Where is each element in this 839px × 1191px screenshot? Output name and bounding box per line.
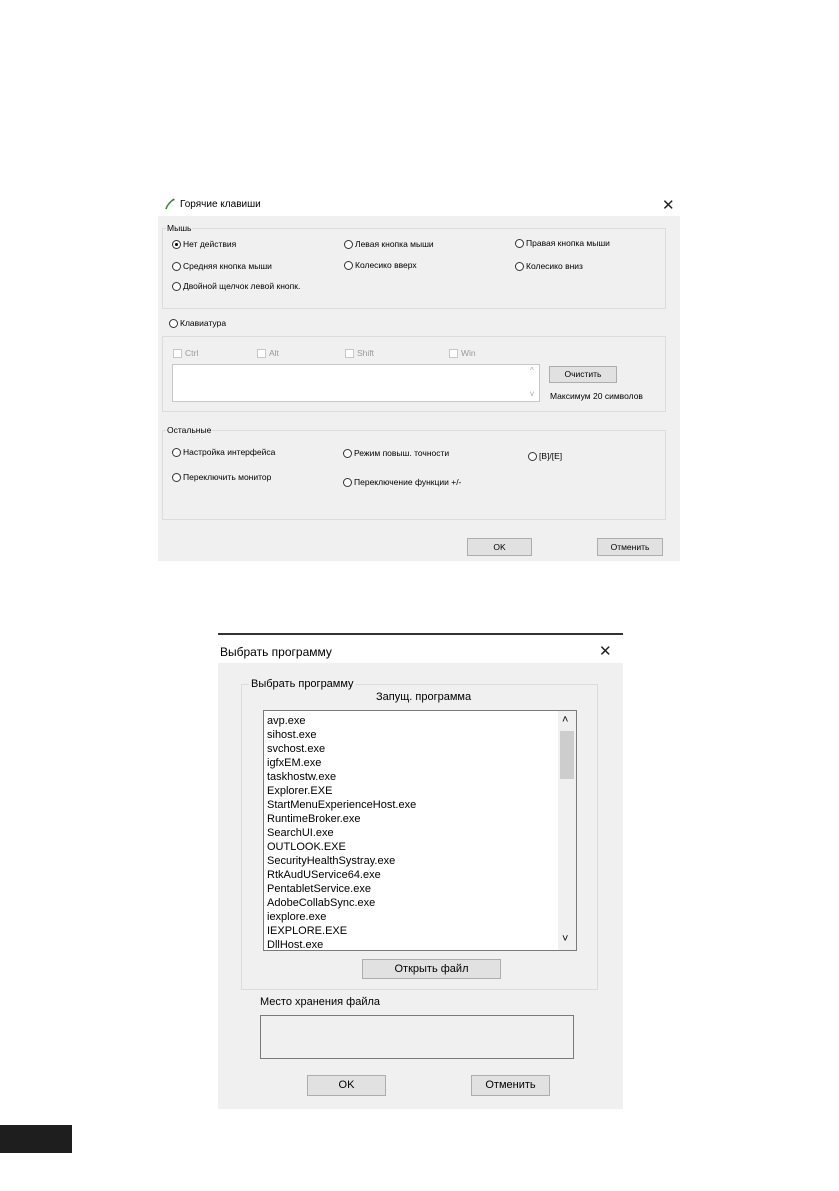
mouse-group-label: Мышь (167, 223, 192, 233)
max-chars-note: Максимум 20 символов (550, 391, 643, 401)
process-list-item[interactable]: SearchUI.exe (267, 827, 334, 839)
radio-circle[interactable] (343, 449, 352, 458)
radio-wheel-down[interactable]: Колесико вниз (515, 261, 583, 272)
radio-circle[interactable] (172, 448, 181, 457)
process-list-item[interactable]: DllHost.exe (267, 939, 324, 951)
close-icon[interactable]: ✕ (662, 197, 675, 214)
checkbox-alt[interactable]: Alt (257, 348, 279, 359)
running-programs-header: Запущ. программа (376, 691, 472, 703)
process-list-item[interactable]: Explorer.EXE (267, 785, 333, 797)
hotkeys-titlebar (158, 194, 680, 216)
process-list-item[interactable]: RtkAudUService64.exe (267, 869, 381, 881)
checkbox-ctrl[interactable]: Ctrl (173, 348, 198, 359)
close-icon[interactable]: ✕ (599, 643, 612, 660)
hotkeys-dialog-title: Горячие клавиши (180, 199, 261, 210)
process-list-item[interactable]: svchost.exe (267, 743, 326, 755)
page-number-block (0, 1125, 72, 1153)
select-program-dialog-title: Выбрать программу (220, 645, 332, 659)
chevron-down-icon[interactable]: ˅ (562, 933, 569, 945)
process-list-item[interactable]: RuntimeBroker.exe (267, 813, 361, 825)
process-list-item[interactable]: OUTLOOK.EXE (267, 841, 346, 853)
radio-no-action[interactable]: Нет действия (172, 239, 236, 250)
radio-toggle-plus-minus[interactable]: Переключение функции +/- (343, 477, 461, 488)
select-program-dialog (218, 633, 623, 1109)
cancel-button[interactable]: Отменить (471, 1075, 550, 1096)
process-list-item[interactable]: sihost.exe (267, 729, 317, 741)
radio-right-button[interactable]: Правая кнопка мыши (515, 238, 610, 249)
radio-circle[interactable] (515, 239, 524, 248)
radio-wheel-up[interactable]: Колесико вверх (344, 260, 417, 271)
ok-button[interactable]: OK (467, 538, 532, 556)
ok-button[interactable]: OK (307, 1075, 386, 1096)
open-file-button[interactable]: Открыть файл (362, 959, 501, 979)
process-list-item[interactable]: StartMenuExperienceHost.exe (267, 799, 417, 811)
process-list-item[interactable]: avp.exe (267, 715, 306, 727)
radio-circle[interactable] (344, 240, 353, 249)
chevron-down-icon[interactable]: v (530, 389, 534, 398)
process-list-item[interactable]: taskhostw.exe (267, 771, 337, 783)
file-location-field[interactable] (260, 1015, 574, 1059)
cancel-button[interactable]: Отменить (597, 538, 663, 556)
process-list-item[interactable]: igfxEM.exe (267, 757, 322, 769)
radio-interface-settings[interactable]: Настройка интерфейса (172, 447, 275, 458)
clear-button[interactable]: Очистить (549, 366, 617, 383)
radio-circle[interactable] (528, 452, 537, 461)
radio-precision-mode[interactable]: Режим повыш. точности (343, 448, 449, 459)
process-list[interactable] (263, 710, 577, 951)
radio-circle[interactable] (172, 262, 181, 271)
process-list-item[interactable]: PentabletService.exe (267, 883, 371, 895)
radio-left-button[interactable]: Левая кнопка мыши (344, 239, 434, 250)
pen-app-icon (164, 198, 176, 210)
process-list-item[interactable]: AdobeCollabSync.exe (267, 897, 376, 909)
process-list-item[interactable]: IEXPLORE.EXE (267, 925, 348, 937)
radio-circle[interactable] (515, 262, 524, 271)
process-list-item[interactable]: SecurityHealthSystray.exe (267, 855, 396, 867)
select-program-titlebar (218, 635, 623, 663)
radio-double-click[interactable]: Двойной щелчок левой кнопк. (172, 281, 300, 292)
chevron-up-icon[interactable]: ^ (530, 366, 534, 375)
radio-circle[interactable] (172, 473, 181, 482)
checkbox-shift[interactable]: Shift (345, 348, 374, 359)
radio-circle[interactable] (172, 240, 181, 249)
checkbox-win[interactable]: Win (449, 348, 476, 359)
radio-middle-button[interactable]: Средняя кнопка мыши (172, 261, 272, 272)
radio-circle[interactable] (172, 282, 181, 291)
process-list-item[interactable]: iexplore.exe (267, 911, 327, 923)
chevron-up-icon[interactable]: ˄ (562, 714, 569, 726)
scrollbar-thumb[interactable] (560, 731, 574, 779)
radio-switch-monitor[interactable]: Переключить монитор (172, 472, 271, 483)
select-program-group-label: Выбрать программу (251, 678, 354, 690)
process-list-scrollbar[interactable] (558, 711, 576, 950)
other-group-label: Остальные (167, 425, 212, 435)
radio-circle[interactable] (344, 261, 353, 270)
hotkeys-dialog (158, 194, 680, 561)
hotkey-input[interactable] (172, 364, 540, 402)
file-location-label: Место хранения файла (260, 996, 381, 1008)
radio-b-e[interactable]: [B]/[E] (528, 451, 562, 462)
radio-keyboard[interactable]: Клавиатура (169, 318, 226, 329)
radio-circle[interactable] (343, 478, 352, 487)
radio-circle[interactable] (169, 319, 178, 328)
